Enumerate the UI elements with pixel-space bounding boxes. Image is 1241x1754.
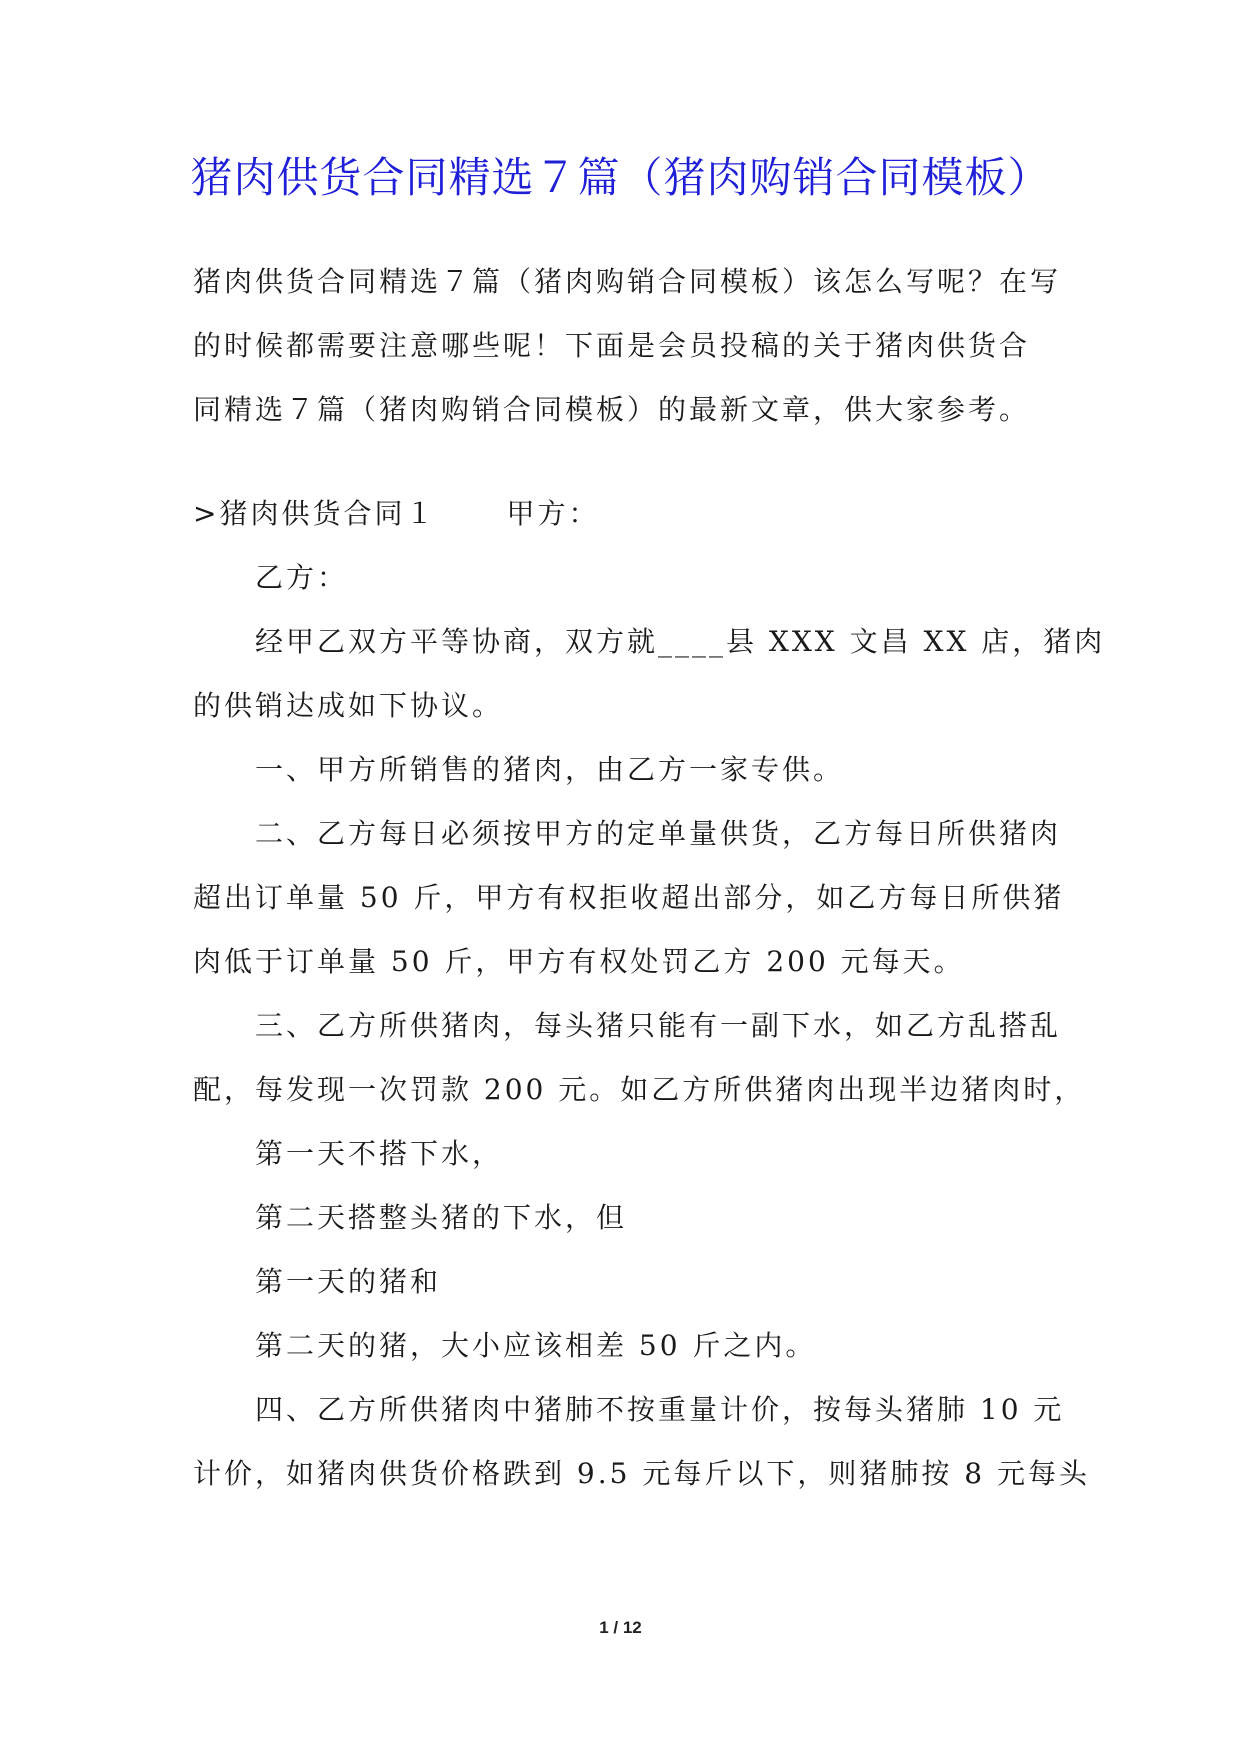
paragraph-line: 的供销达成如下协议。 <box>193 689 504 722</box>
paragraph-line: 第二天的猪，大小应该相差 50 斤之内。 <box>255 1329 817 1362</box>
paragraph-line: 三、乙方所供猪肉，每头猪只能有一副下水，如乙方乱搭乱 <box>255 1009 1062 1042</box>
contract-body <box>193 482 1106 1506</box>
paragraph-line: 经甲乙双方平等协商，双方就____县 XXX 文昌 XX 店，猪肉 <box>255 625 1106 658</box>
intro-line: 的时候都需要注意哪些呢！下面是会员投稿的关于猪肉供货合 <box>193 329 1031 362</box>
page-number: 1 / 12 <box>599 1618 642 1637</box>
section-heading: >猪肉供货合同１ <box>193 497 437 530</box>
intro-paragraph <box>193 250 1062 442</box>
party-b-label: 乙方： <box>255 561 349 594</box>
document-title: 猪肉供货合同精选７篇（猪肉购销合同模板） <box>190 153 1051 202</box>
paragraph-line: 计价，如猪肉供货价格跌到 9.5 元每斤以下，则猪肺按 8 元每头 <box>193 1457 1090 1490</box>
paragraph-line: 超出订单量 50 斤，甲方有权拒收超出部分，如乙方每日所供猪 <box>193 881 1065 914</box>
intro-line: 猪肉供货合同精选７篇（猪肉购销合同模板）该怎么写呢？在写 <box>193 265 1062 298</box>
paragraph-line: 一、甲方所销售的猪肉，由乙方一家专供。 <box>255 753 845 786</box>
paragraph-line: 第一天不搭下水， <box>255 1137 504 1170</box>
intro-line: 同精选７篇（猪肉购销合同模板）的最新文章，供大家参考。 <box>193 393 1031 426</box>
paragraph-line: 四、乙方所供猪肉中猪肺不按重量计价，按每头猪肺 10 元 <box>255 1393 1065 1426</box>
paragraph-line: 肉低于订单量 50 斤，甲方有权处罚乙方 200 元每天。 <box>193 945 965 978</box>
paragraph-line: 配，每发现一次罚款 200 元。如乙方所供猪肉出现半边猪肉时， <box>193 1073 1086 1106</box>
paragraph-line: 第二天搭整头猪的下水，但 <box>255 1201 628 1234</box>
party-a-label: 甲方： <box>506 497 600 530</box>
paragraph-line: 二、乙方每日必须按甲方的定单量供货，乙方每日所供猪肉 <box>255 817 1062 850</box>
section-heading-line <box>193 482 1053 546</box>
paragraph-line: 第一天的猪和 <box>255 1265 442 1298</box>
